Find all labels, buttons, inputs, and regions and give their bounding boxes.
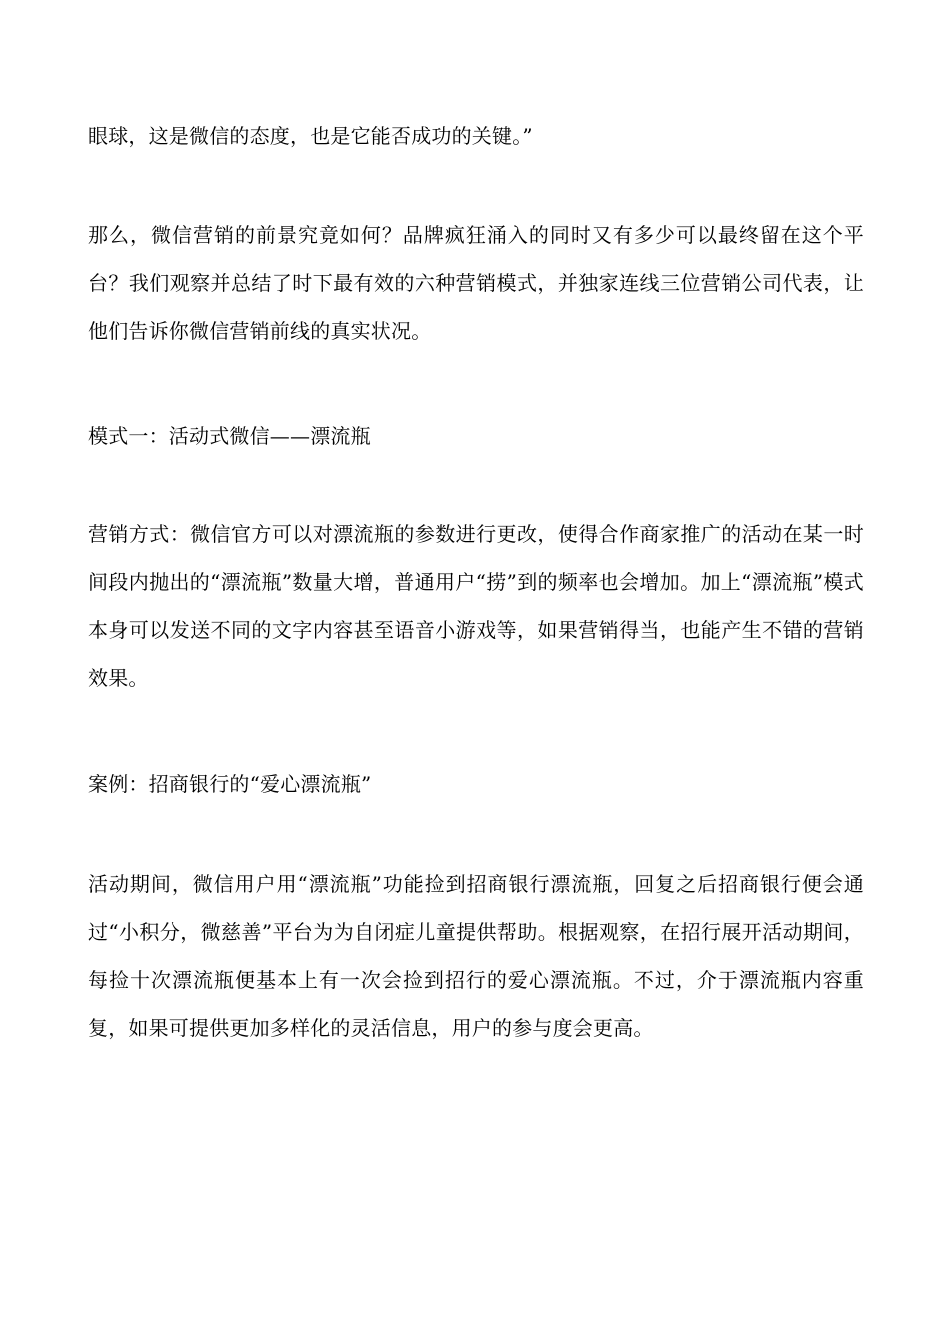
paragraph-marketing-method: 营销方式：微信官方可以对漂流瓶的参数进行更改，使得合作商家推广的活动在某一时间段内抛出的“漂流瓶”数量大增，普通用户“捞”到的频率也会增加。加上“漂流瓶”模式本身可以发送不同的文字内容甚至语音小游戏等，如果营销得当，也能产生不错的营销效果。 xyxy=(88,522,864,690)
paragraph-intro: 那么，微信营销的前景究竟如何？品牌疯狂涌入的同时又有多少可以最终留在这个平台？我们观察并总结了时下最有效的六种营销模式，并独家连线三位营销公司代表，让他们告诉你微信营销前线的真实状况。 xyxy=(88,223,864,343)
paragraph-case-detail: 活动期间，微信用户用“漂流瓶”功能捡到招商银行漂流瓶，回复之后招商银行便会通过“小积分，微慈善”平台为为自闭症儿童提供帮助。根据观察，在招行展开活动期间，每捡十次漂流瓶便基本上有一次会捡到招行的爱心漂流瓶。不过，介于漂流瓶内容重复，如果可提供更加多样化的灵活信息，用户的参与度会更高。 xyxy=(88,872,864,1040)
paragraph-continuation: 眼球，这是微信的态度，也是它能否成功的关键。” xyxy=(88,124,533,148)
section-heading-mode-one: 模式一：活动式微信——漂流瓶 xyxy=(88,424,371,448)
case-heading: 案例：招商银行的“爱心漂流瓶” xyxy=(88,772,372,796)
